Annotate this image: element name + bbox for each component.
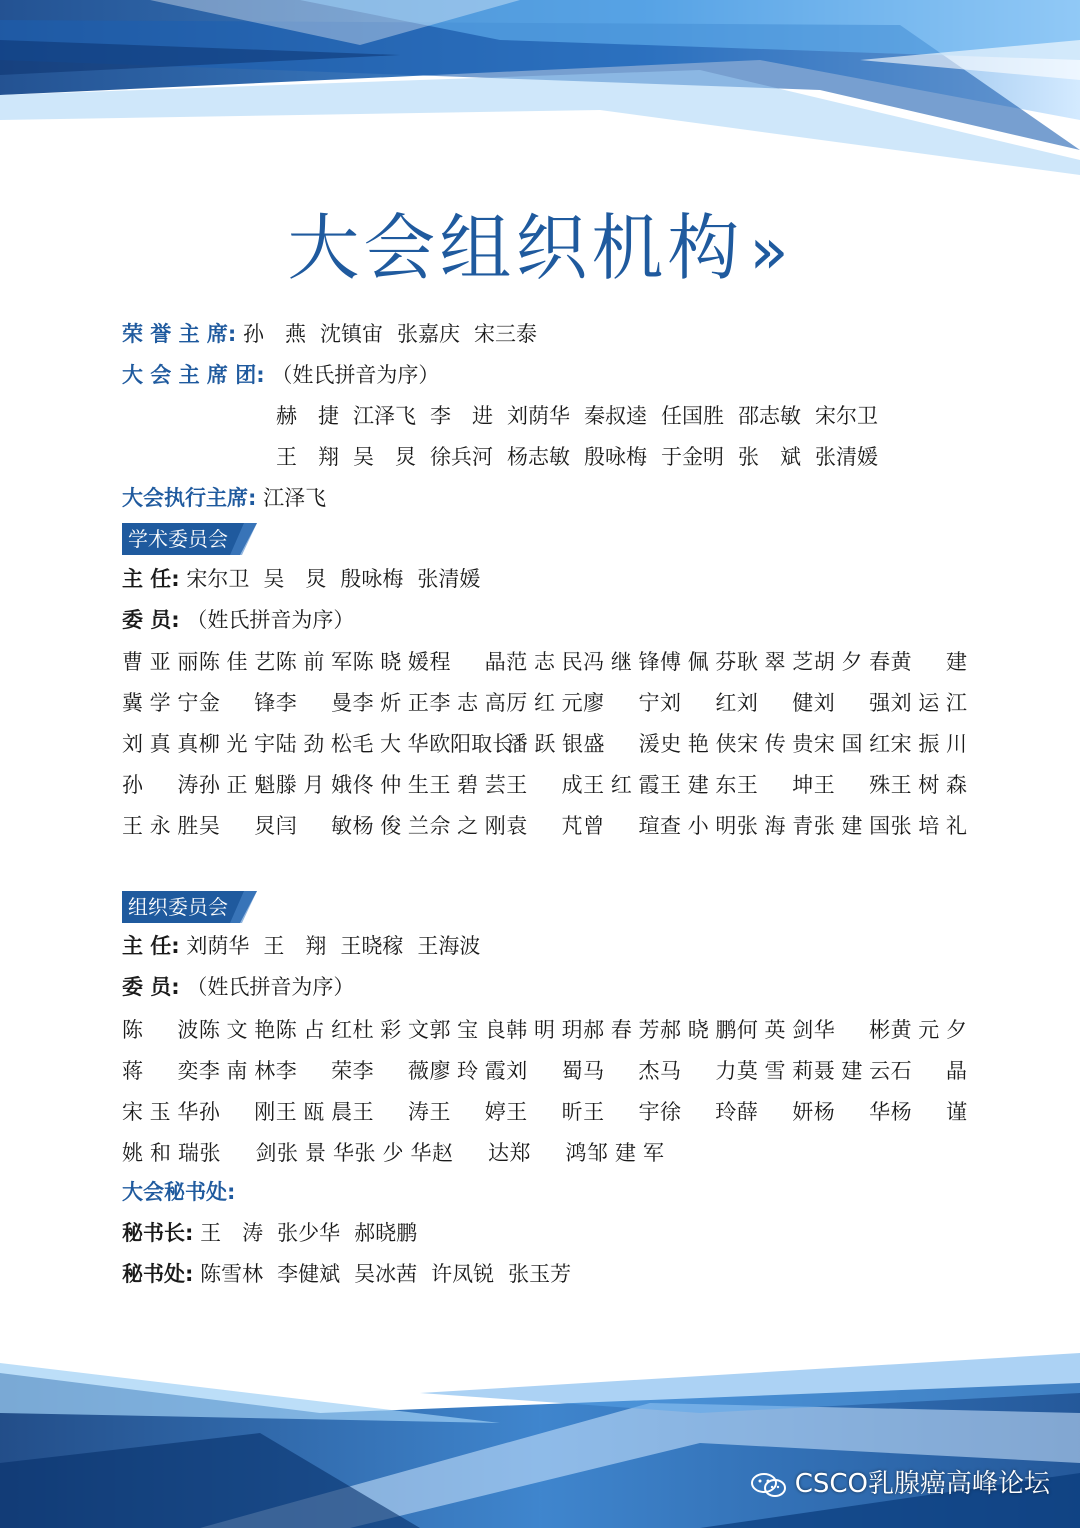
name: 王海波 <box>417 934 481 958</box>
member-name: 王永胜 <box>122 813 199 838</box>
member-name: 张景华 <box>277 1140 354 1165</box>
member-name: 聂建云 <box>813 1058 891 1083</box>
name: 张 斌 <box>738 445 801 469</box>
name: 张清媛 <box>417 567 481 591</box>
organizing-members-note: （姓氏拼音为序） <box>186 975 355 999</box>
name: 吴 炅 <box>353 445 416 469</box>
name: 刘荫华 <box>507 404 570 428</box>
member-name: 曾 瑄 <box>583 813 660 838</box>
member-name: 史艳侠 <box>660 731 737 756</box>
member-name: 王建东 <box>660 772 737 797</box>
member-name: 刘真真 <box>122 731 199 756</box>
member-name: 吴 炅 <box>198 813 276 838</box>
member-name: 王树森 <box>890 772 967 797</box>
member-name: 查小明 <box>660 813 737 838</box>
member-name: 欧阳取长 <box>429 731 514 756</box>
member-name: 刘运江 <box>890 690 967 715</box>
organizing-members-grid <box>122 1008 967 1172</box>
secretary-general-line <box>122 1219 431 1247</box>
academic-members-label: 委 员: <box>122 608 180 632</box>
member-name: 柳光宇 <box>198 731 276 756</box>
member-name: 毛大华 <box>352 731 429 756</box>
member-name: 厉红元 <box>506 690 583 715</box>
member-row <box>122 722 967 763</box>
member-name: 王 婷 <box>429 1099 506 1124</box>
member-name: 袁 芃 <box>506 813 583 838</box>
name: 许凤锐 <box>431 1262 495 1286</box>
name: 杨志敏 <box>507 445 570 469</box>
member-name: 范志民 <box>506 649 583 674</box>
member-name: 张培礼 <box>890 813 967 838</box>
secretary-general-label: 秘书长: <box>122 1221 194 1245</box>
name: 沈镇宙 <box>320 322 384 346</box>
member-name: 盛 湲 <box>583 731 660 756</box>
member-name: 王碧芸 <box>429 772 506 797</box>
name: 任国胜 <box>661 404 724 428</box>
page-title: 大会组织机构» <box>287 206 793 290</box>
member-name: 王 宇 <box>583 1099 660 1124</box>
member-name: 陈晓媛 <box>352 649 429 674</box>
member-name: 黄元夕 <box>890 1017 967 1042</box>
name: 刘荫华 <box>186 934 250 958</box>
name: 张少华 <box>277 1221 341 1245</box>
name: 于金明 <box>661 445 724 469</box>
member-name: 李志高 <box>429 690 506 715</box>
secretariat-heading <box>122 1178 235 1206</box>
name: 张清媛 <box>815 445 878 469</box>
name: 赫 捷 <box>276 404 339 428</box>
member-name: 郝春芳 <box>583 1017 660 1042</box>
member-name: 张海青 <box>736 813 814 838</box>
member-name: 李炘正 <box>352 690 429 715</box>
member-name: 李南林 <box>198 1058 276 1083</box>
member-name: 陈佳艺 <box>198 649 276 674</box>
organizing-chair-line <box>122 932 494 960</box>
member-name: 陆劲松 <box>275 731 352 756</box>
presidium-row-1 <box>276 402 892 430</box>
member-name: 郝晓鹏 <box>660 1017 737 1042</box>
wechat-icon <box>749 1472 789 1498</box>
name: 陈雪林 <box>200 1262 264 1286</box>
watermark-text: CSCO乳腺癌高峰论坛 <box>794 1469 1050 1499</box>
title-chevron: » <box>749 215 793 289</box>
member-name: 宋振川 <box>890 731 967 756</box>
member-name: 郭宝良 <box>429 1017 506 1042</box>
name: 邵志敏 <box>738 404 801 428</box>
member-name: 杨 谨 <box>890 1099 967 1124</box>
academic-chair-line <box>122 565 494 593</box>
name: 王 翔 <box>263 934 327 958</box>
member-name: 宋国红 <box>813 731 891 756</box>
member-row <box>122 763 967 804</box>
member-name: 莫雪莉 <box>736 1058 814 1083</box>
member-row <box>122 804 967 845</box>
member-name: 邹建军 <box>587 1140 664 1165</box>
organizing-chair-label: 主 任: <box>122 934 180 958</box>
member-name: 郑 鸿 <box>509 1140 587 1165</box>
member-name: 滕月娥 <box>275 772 353 797</box>
honorary-chair-label: 荣 誉 主 席: <box>122 322 237 346</box>
name: 王 涛 <box>200 1221 264 1245</box>
member-name: 胡夕春 <box>813 649 891 674</box>
member-name: 李 荣 <box>275 1058 353 1083</box>
name: 王晓稼 <box>340 934 404 958</box>
member-name: 王 成 <box>506 772 583 797</box>
member-name: 王 昕 <box>506 1099 583 1124</box>
executive-chair-name: 江泽飞 <box>263 486 327 510</box>
member-name: 廖 宁 <box>583 690 660 715</box>
member-name: 张建国 <box>813 813 891 838</box>
member-name: 宋玉华 <box>122 1099 199 1124</box>
member-row <box>122 1090 967 1131</box>
name: 宋尔卫 <box>815 404 878 428</box>
member-name: 佘之刚 <box>429 813 506 838</box>
member-name: 王瓯晨 <box>275 1099 353 1124</box>
organizing-members-label: 委 员: <box>122 975 180 999</box>
name: 宋尔卫 <box>186 567 250 591</box>
member-name: 潘跃银 <box>506 731 583 756</box>
name: 张嘉庆 <box>397 322 461 346</box>
member-name: 耿翠芝 <box>736 649 814 674</box>
member-name: 陈前军 <box>275 649 353 674</box>
member-name: 马 力 <box>660 1058 737 1083</box>
member-name: 姚和瑞 <box>122 1140 199 1165</box>
member-row <box>122 1131 967 1172</box>
member-name: 韩明玥 <box>506 1017 583 1042</box>
member-name: 陈占红 <box>275 1017 353 1042</box>
name: 宋三泰 <box>474 322 538 346</box>
secretariat-office-line <box>122 1260 585 1288</box>
presidium-note: （姓氏拼音为序） <box>271 363 440 387</box>
academic-committee-banner: 学术委员会 <box>122 523 257 555</box>
member-name: 张 剑 <box>199 1140 277 1165</box>
name: 秦叔逵 <box>584 404 647 428</box>
presidium-label: 大 会 主 席 团: <box>122 363 265 387</box>
member-name: 刘 红 <box>660 690 737 715</box>
executive-chair-label: 大会执行主席: <box>122 486 257 510</box>
organizing-committee-banner: 组织委员会 <box>122 891 257 923</box>
name: 王 翔 <box>276 445 339 469</box>
member-name: 王 坤 <box>736 772 814 797</box>
academic-chair-label: 主 任: <box>122 567 180 591</box>
member-name: 蒋 奕 <box>122 1058 199 1083</box>
bottom-decoration <box>0 1353 1080 1528</box>
name: 郝晓鹏 <box>354 1221 418 1245</box>
honorary-chair-line <box>122 320 551 348</box>
member-name: 冯继锋 <box>583 649 660 674</box>
member-name: 孙 刚 <box>198 1099 276 1124</box>
member-name: 刘 强 <box>813 690 891 715</box>
executive-chair-line <box>122 484 326 512</box>
member-name: 杨俊兰 <box>352 813 429 838</box>
name: 殷咏梅 <box>584 445 647 469</box>
member-name: 王 涛 <box>352 1099 429 1124</box>
member-name: 程 晶 <box>429 649 506 674</box>
member-name: 陈文艳 <box>198 1017 276 1042</box>
name: 吴 炅 <box>263 567 327 591</box>
member-name: 金 锋 <box>198 690 276 715</box>
name: 张玉芳 <box>508 1262 572 1286</box>
member-name: 闫 敏 <box>275 813 353 838</box>
member-name: 王 殊 <box>813 772 891 797</box>
member-name: 马 杰 <box>583 1058 660 1083</box>
presidium-line <box>122 361 439 389</box>
member-name: 刘 蜀 <box>506 1058 583 1083</box>
member-name: 赵 达 <box>432 1140 509 1165</box>
member-name: 宋传贵 <box>737 731 814 756</box>
name: 吴冰茜 <box>354 1262 418 1286</box>
honorary-chair-names <box>243 322 551 346</box>
member-name: 李 曼 <box>275 690 353 715</box>
member-row <box>122 1008 967 1049</box>
member-name: 薛 妍 <box>736 1099 814 1124</box>
academic-members-grid <box>122 640 967 845</box>
secretariat-label: 大会秘书处: <box>122 1180 236 1204</box>
member-name: 傅佩芬 <box>660 649 737 674</box>
member-name: 佟仲生 <box>352 772 429 797</box>
name: 徐兵河 <box>430 445 493 469</box>
name: 江泽飞 <box>353 404 416 428</box>
member-name: 黄 建 <box>890 649 967 674</box>
member-name: 张少华 <box>354 1140 432 1165</box>
watermark <box>749 1463 1050 1500</box>
presidium-row-2 <box>276 443 892 471</box>
member-name: 何英剑 <box>736 1017 814 1042</box>
member-name: 陈 波 <box>122 1017 199 1042</box>
member-name: 石 晶 <box>890 1058 967 1083</box>
member-row <box>122 640 967 681</box>
member-name: 孙正魁 <box>198 772 276 797</box>
member-name: 杨 华 <box>813 1099 891 1124</box>
member-row <box>122 1049 967 1090</box>
member-name: 杜彩文 <box>352 1017 429 1042</box>
name: 李健斌 <box>277 1262 341 1286</box>
member-name: 冀学宁 <box>122 690 199 715</box>
member-name: 徐 玲 <box>660 1099 737 1124</box>
name: 孙 燕 <box>243 322 307 346</box>
member-name: 华 彬 <box>813 1017 891 1042</box>
secretariat-office-label: 秘书处: <box>122 1262 194 1286</box>
member-name: 刘 健 <box>736 690 814 715</box>
academic-members-line <box>122 606 354 634</box>
name: 殷咏梅 <box>340 567 404 591</box>
member-name: 曹亚丽 <box>122 649 199 674</box>
name: 李 进 <box>430 404 493 428</box>
academic-members-note: （姓氏拼音为序） <box>186 608 355 632</box>
member-row <box>122 681 967 722</box>
member-name: 孙 涛 <box>122 772 199 797</box>
top-decoration <box>0 0 1080 175</box>
organizing-members-line <box>122 973 354 1001</box>
member-name: 王红霞 <box>583 772 660 797</box>
member-name: 廖玲霞 <box>429 1058 506 1083</box>
member-name: 李 薇 <box>352 1058 429 1083</box>
